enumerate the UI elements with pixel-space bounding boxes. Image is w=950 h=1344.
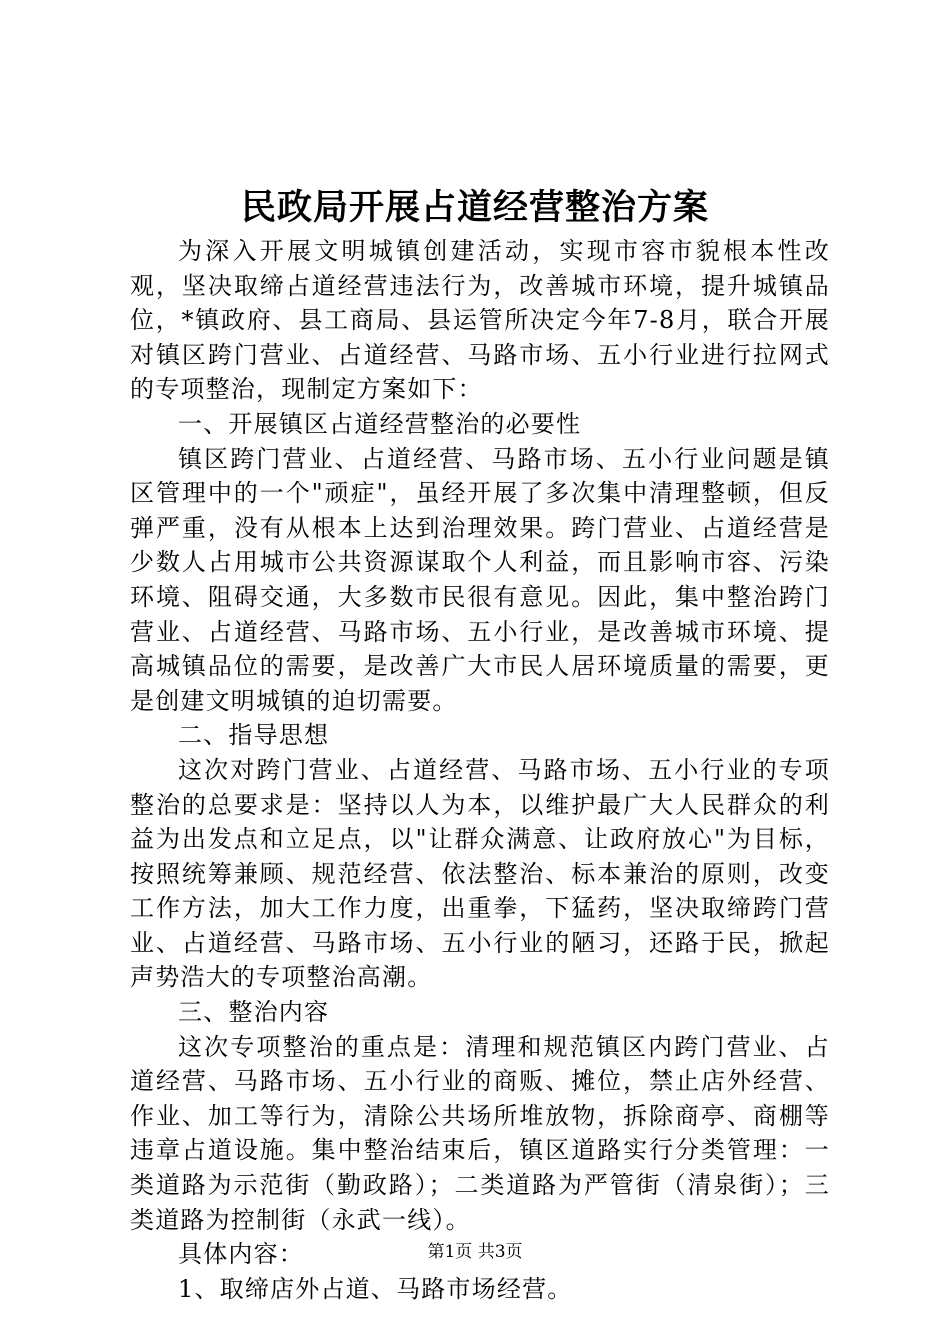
intro-paragraph: 为深入开展文明城镇创建活动，实现市容市貌根本性改观，坚决取缔占道经营违法行为，改善城市环境，提升城镇品位，*镇政府、县工商局、县运管所决定今年7-8月，联合开展对镇区跨门营业、占道经营、马路市场、五小行业进行拉网式的专项整治，现制定方案如下：: [130, 237, 830, 404]
section-paragraph-3: 这次专项整治的重点是：清理和规范镇区内跨门营业、占道经营、马路市场、五小行业的商贩、摊位，禁止店外经营、作业、加工等行为，清除公共场所堆放物，拆除商亭、商棚等违章占道设施。集中整治结束后，镇区道路实行分类管理：一类道路为示范街（勤政路）；二类道路为严管街（清泉街）；三类道路为控制街（永武一线）。: [130, 1032, 830, 1234]
document-body: [130, 234, 830, 1306]
document-title: 民政局开展占道经营整治方案: [240, 187, 709, 228]
section-paragraph-1: 镇区跨门营业、占道经营、马路市场、五小行业问题是镇区管理中的一个"顽症"，虽经开展了多次集中清理整顿，但反弹严重，没有从根本上达到治理效果。跨门营业、占道经营是少数人占用城市公共资源谋取个人利益，而且影响市容、污染环境、阻碍交通，大多数市民很有意见。因此，集中整治跨门营业、占道经营、马路市场、五小行业，是改善城市环境、提高城镇品位的需要，是改善广大市民人居环境质量的需要，更是创建文明城镇的迫切需要。: [130, 444, 830, 715]
details-label: 具体内容：: [178, 1240, 304, 1269]
section-heading-2: 二、指导思想: [178, 721, 330, 750]
section-paragraph-2: 这次对跨门营业、占道经营、马路市场、五小行业的专项整治的总要求是：坚持以人为本，以维护最广大人民群众的利益为出发点和立足点，以"让群众满意、让政府放心"为目标，按照统筹兼顾、规范经营、依法整治、标本兼治的原则，改变工作方法，加大工作力度，出重拳，下猛药，坚决取缔跨门营业、占道经营、马路市场、五小行业的陋习，还路于民，掀起声势浩大的专项整治高潮。: [130, 755, 830, 992]
details-item-1: 1、取缔店外占道、马路市场经营。: [178, 1274, 573, 1303]
page-number: 第1页 共3页: [427, 1242, 523, 1262]
section-heading-3: 三、整治内容: [178, 998, 330, 1027]
section-heading-1: 一、开展镇区占道经营整治的必要性: [178, 409, 582, 438]
